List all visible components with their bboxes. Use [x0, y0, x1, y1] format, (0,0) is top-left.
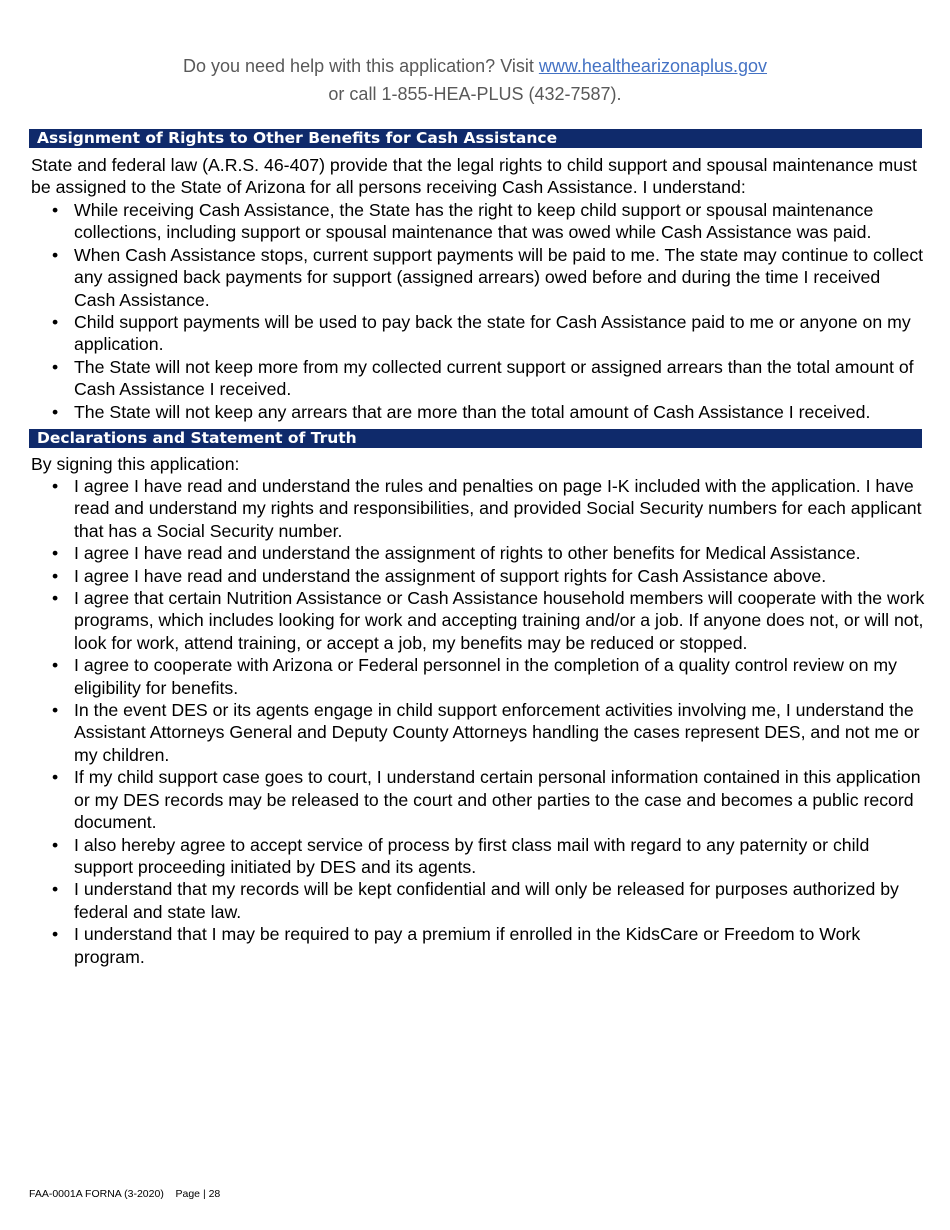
help-prefix: Do you need help with this application? Visit [182, 56, 539, 76]
list-item: • If my child support case goes to court, I understand certain personal information contained in this application or my DES records may be released to the court and other parties to the case and becomes a public record document. [31, 766, 926, 833]
help-line-2: or call 1-855-HEA-PLUS (432-7587). [328, 84, 622, 104]
form-id: FAA-0001A FORNA (3-2020) [29, 1188, 164, 1200]
declarations-heading: Declarations and Statement of Truth [29, 429, 922, 448]
list-item: • I understand that my records will be kept confidential and will only be released for purposes authorized by federal and state law. [31, 878, 926, 923]
list-item: • Child support payments will be used to pay back the state for Cash Assistance paid to me or anyone on my application. [31, 311, 926, 356]
list-item: • When Cash Assistance stops, current support payments will be paid to me. The state may continue to collect any assigned back payments for support (assigned arrears) owed before and during the time I received Cash Assistance. [31, 244, 926, 311]
list-item: • I agree I have read and understand the assignment of rights to other benefits for Medical Assistance. [31, 542, 926, 564]
list-item: • The State will not keep more from my collected current support or assigned arrears than the total amount of Cash Assistance I received. [31, 356, 926, 401]
list-item: • I agree I have read and understand the assignment of support rights for Cash Assistance above. [31, 565, 926, 587]
list-item: • I understand that I may be required to pay a premium if enrolled in the KidsCare or Freedom to Work program. [31, 923, 926, 968]
declarations-intro: By signing this application: [31, 454, 240, 474]
list-item: • I agree to cooperate with Arizona or Federal personnel in the completion of a quality control review on my eligibility for benefits. [31, 654, 926, 699]
list-item: • I agree I have read and understand the rules and penalties on page I-K included with the application. I have read and understand my rights and responsibilities, and provided Social Security numbers for each applicant that has a Social Security number. [31, 475, 926, 542]
help-website-link[interactable]: www.healthearizonaplus.gov [538, 56, 768, 76]
list-item: • The State will not keep any arrears that are more than the total amount of Cash Assistance I received. [31, 401, 926, 423]
assignment-list [31, 199, 926, 423]
declarations-list [31, 475, 926, 968]
assignment-intro: State and federal law (A.R.S. 46-407) provide that the legal rights to child support and spousal maintenance must be assigned to the State of Arizona for all persons receiving Cash Assistance. I understand: [31, 155, 917, 198]
list-item: • In the event DES or its agents engage in child support enforcement activities involving me, I understand the Assistant Attorneys General and Deputy County Attorneys handling the cases represent DES, and not me or my children. [31, 699, 926, 766]
help-line-1 [0, 52, 950, 80]
list-item: • I agree that certain Nutrition Assistance or Cash Assistance household members will cooperate with the work programs, which includes looking for work and accepting training and/or a job. If anyone does not, or will not, look for work, attend training, or accept a job, my benefits may be reduced or stopped. [31, 587, 926, 654]
help-banner [0, 52, 950, 108]
assignment-heading: Assignment of Rights to Other Benefits for Cash Assistance [29, 129, 922, 148]
page-footer [29, 1188, 220, 1200]
list-item: • I also hereby agree to accept service of process by first class mail with regard to any paternity or child support proceeding initiated by DES and its agents. [31, 834, 926, 879]
list-item: • While receiving Cash Assistance, the State has the right to keep child support or spousal maintenance collections, including support or spousal maintenance that was owed while Cash Assistance was paid. [31, 199, 926, 244]
page-number: Page | 28 [175, 1188, 221, 1200]
